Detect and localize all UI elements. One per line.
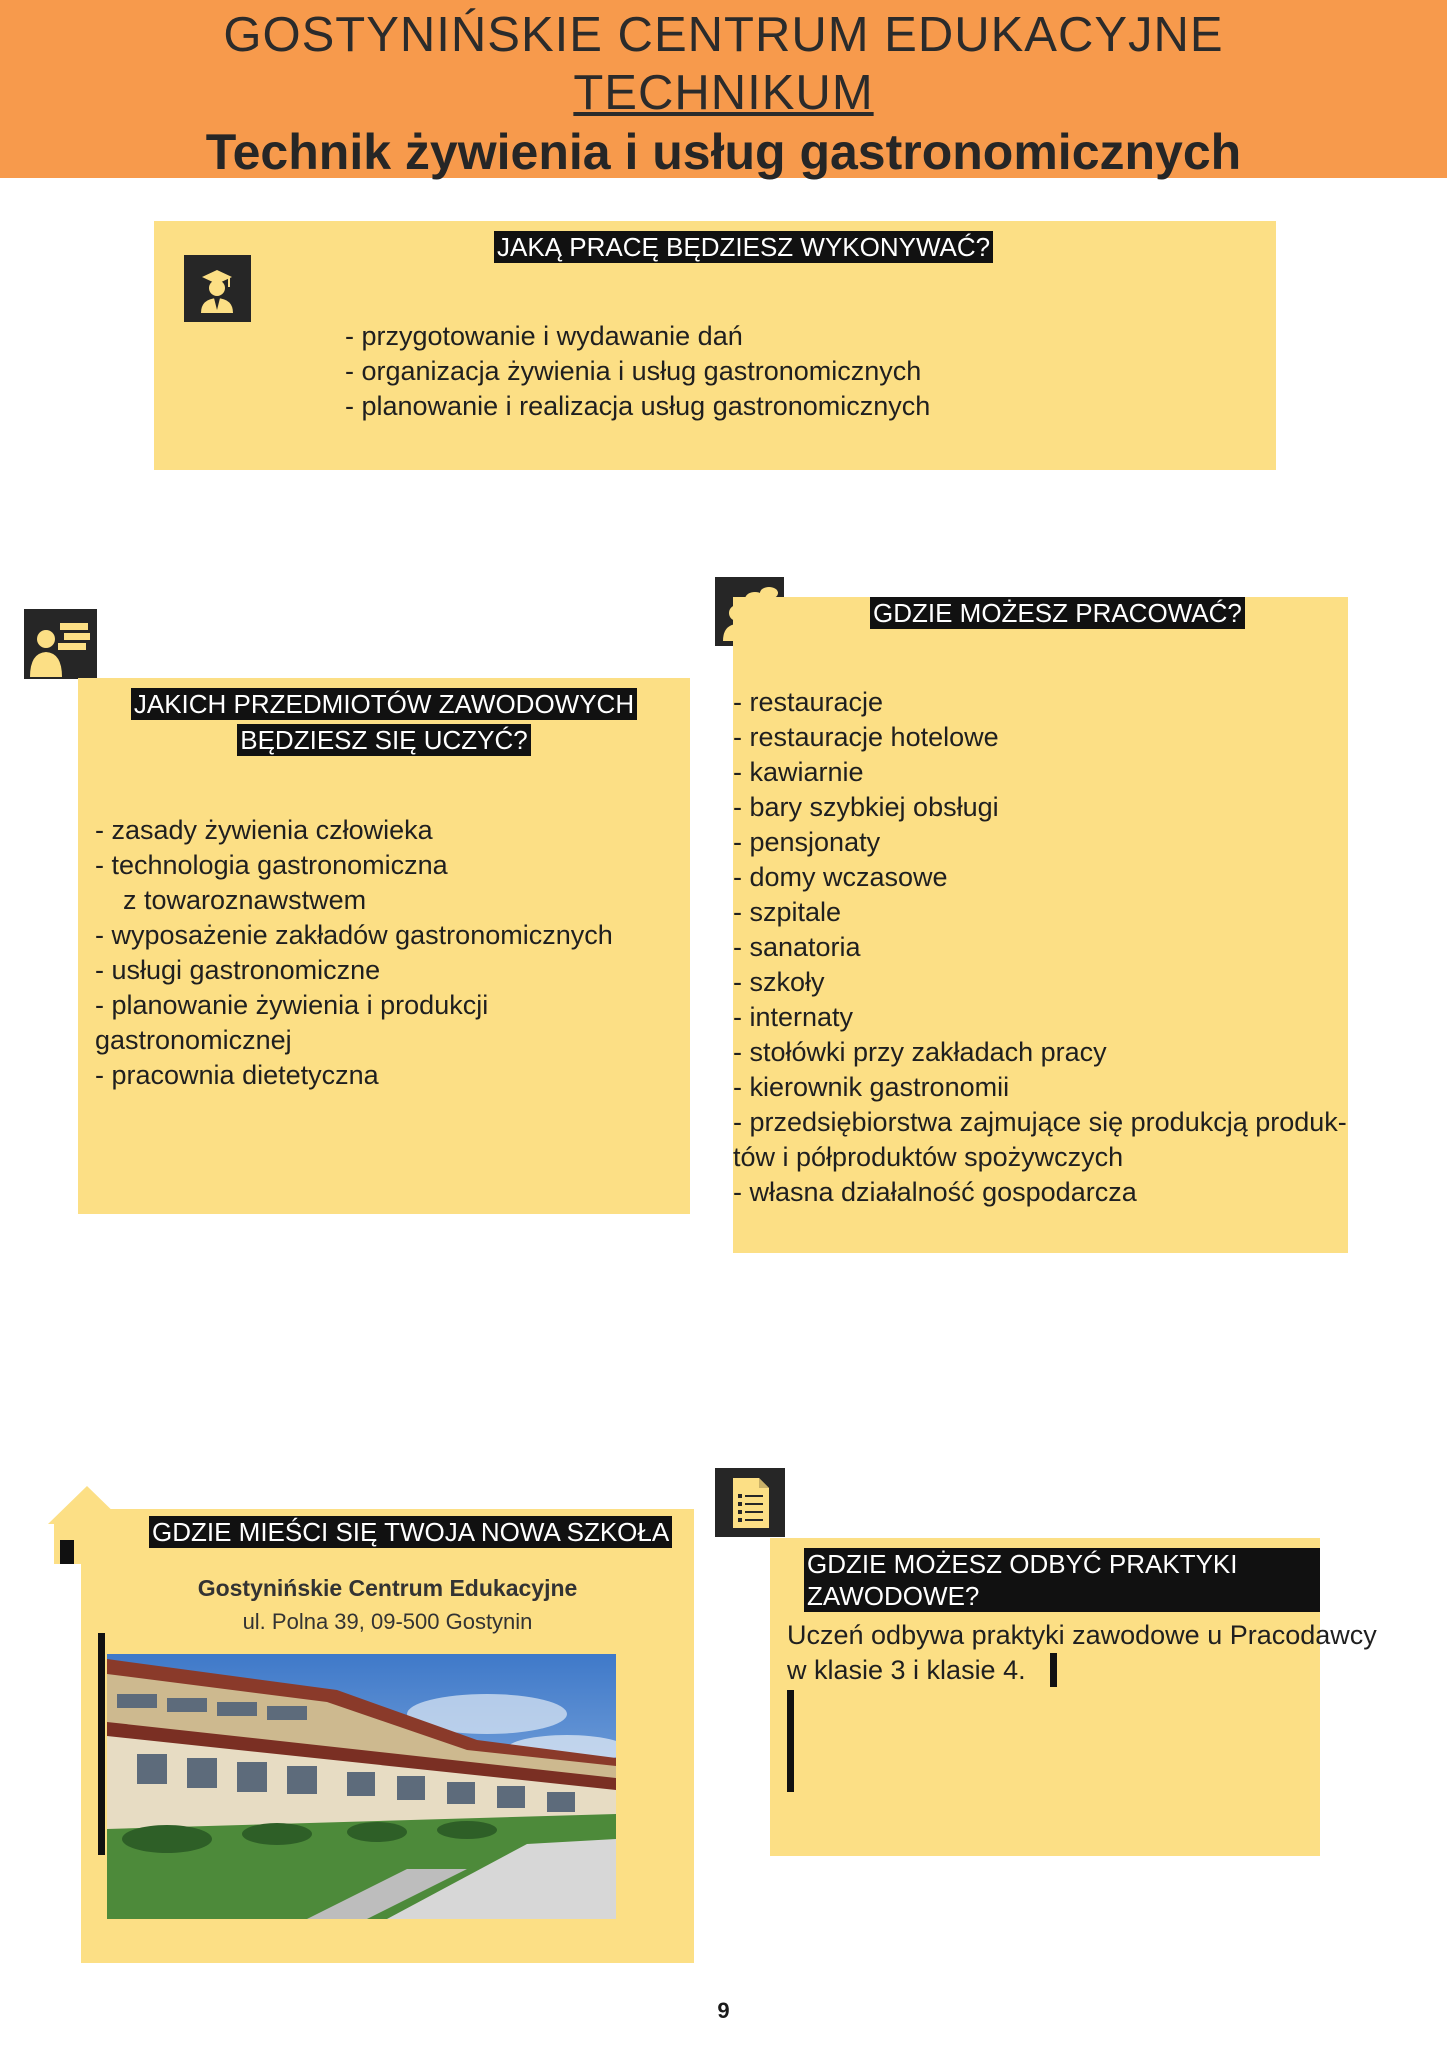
teacher-books-icon [24,609,97,679]
list-item: - zasady żywienia człowieka [95,815,433,845]
school-title-wrap [149,1516,672,1548]
practice-text-line2: w klasie 3 i klasie 4. [787,1655,1026,1685]
work-title: JAKĄ PRACĘ BĘDZIESZ WYKONYWAĆ? [494,231,993,263]
subjects-title-line1: JAKICH PRZEDMIOTÓW ZAWODOWYCH [131,688,637,720]
document-list-icon [715,1468,785,1537]
workplaces-section [733,597,1348,1253]
list-item: - przedsiębiorstwa zajmujące się produkcją produk- [733,1107,1347,1137]
subjects-list [95,813,685,1093]
list-item: - planowanie i realizacja usług gastronomicznych [345,391,931,421]
list-item: - sanatoria [733,932,861,962]
school-address: ul. Polna 39, 09-500 Gostynin [242,1609,533,1634]
practice-left-bar [787,1690,794,1792]
list-item: tów i półproduktów spożywczych [733,1142,1124,1172]
list-item: gastronomicznej [95,1025,292,1055]
header-title-line1: GOSTYNIŃSKIE CENTRUM EDUKACYJNE [223,8,1224,62]
list-item: - szpitale [733,897,842,927]
school-name: Gostynińskie Centrum Edukacyjne [197,1575,578,1601]
practice-text-line1: Uczeń odbywa praktyki zawodowe u Pracodawcy [787,1620,1377,1650]
practice-section [770,1538,1377,1856]
list-item: - szkoły [733,967,825,997]
work-title-wrap [494,231,993,263]
list-item: - pracownia dietetyczna [95,1060,379,1090]
practice-title: GDZIE MOŻESZ ODBYĆ PRAKTYKI ZAWODOWE? [804,1548,1320,1612]
list-item: - kierownik gastronomii [733,1072,1010,1102]
list-item: - bary szybkiej obsługi [733,792,999,822]
subjects-title-line2: BĘDZIESZ SIĘ UCZYĆ? [237,724,531,756]
subjects-title-wrap [78,688,690,756]
work-list [345,319,930,424]
page-header [0,0,1447,178]
page-number: 9 [717,1998,730,2023]
header-title-line3: Technik żywienia i usług gastronomicznych [205,124,1242,180]
workplaces-title-wrap [870,597,1245,629]
school-title: GDZIE MIEŚCI SIĘ TWOJA NOWA SZKOŁA [149,1516,672,1548]
list-item: - restauracje [733,687,884,717]
list-item: - restauracje hotelowe [733,722,999,752]
workplaces-list [733,685,1348,1210]
school-building-photo [107,1654,616,1919]
list-item: - stołówki przy zakładach pracy [733,1037,1107,1067]
list-item: - kawiarnie [733,757,864,787]
list-item: - internaty [733,1002,854,1032]
list-item: - pensjonaty [733,827,881,857]
subjects-section [78,678,690,1214]
list-item: - przygotowanie i wydawanie dań [345,321,743,351]
list-item: - planowanie żywienia i produkcji [95,990,489,1020]
header-title-line2: TECHNIKUM [573,66,874,120]
workplaces-title: GDZIE MOŻESZ PRACOWAĆ? [870,597,1245,629]
list-item: z towaroznawstwem [123,885,367,915]
list-item: - wyposażenie zakładów gastronomicznych [95,920,613,950]
school-left-bar [98,1633,105,1855]
school-section [81,1509,694,1963]
list-item: - usługi gastronomiczne [95,955,381,985]
list-item: - technologia gastronomiczna [95,850,448,880]
practice-cursor-bar [1050,1653,1057,1687]
list-item: - organizacja żywienia i usług gastronomicznych [345,356,922,386]
list-item: - własna działalność gospodarcza [733,1177,1137,1207]
practice-title-wrap [804,1548,1320,1612]
work-section [154,221,1276,470]
graduate-icon [184,255,251,322]
list-item: - domy wczasowe [733,862,948,892]
